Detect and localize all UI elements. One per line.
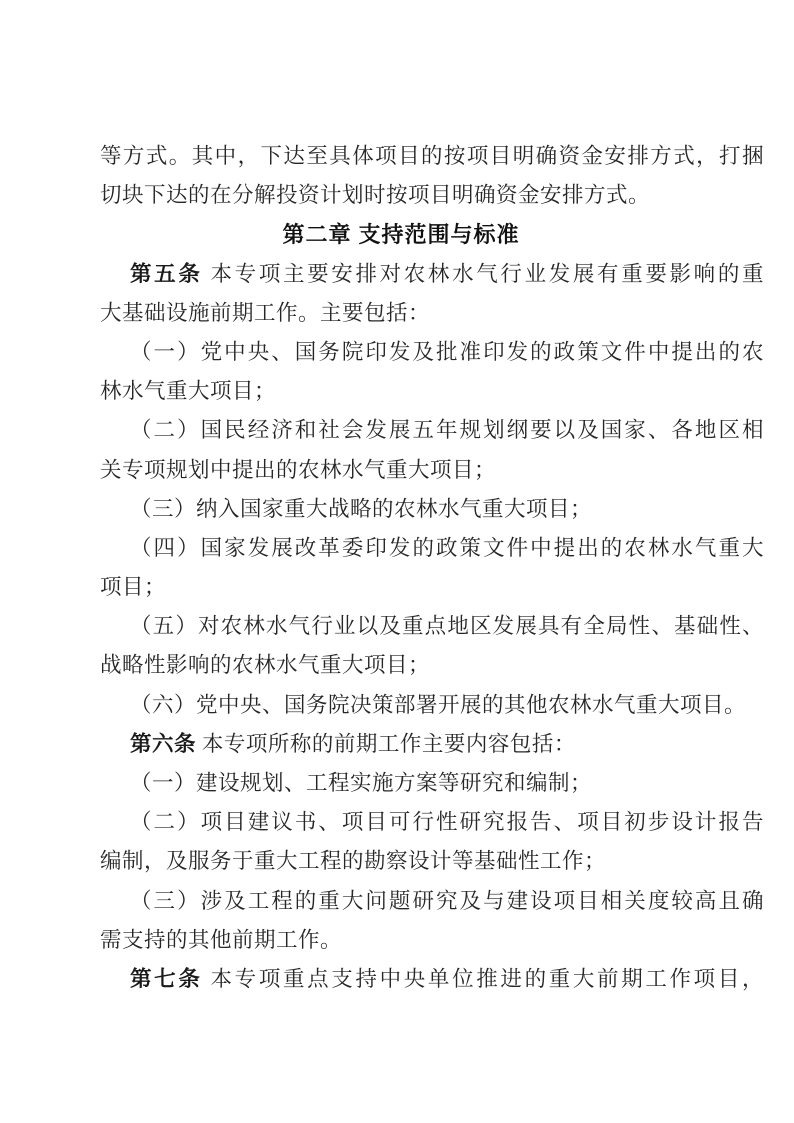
text-segment: 本专项主要安排对农林水气行业发展有重要影响的重	[202, 261, 764, 286]
article-number-bold: 第二章 支持范围与标准	[282, 222, 520, 248]
text-segment: （四）国家发展改革委印发的政策文件中提出的农林水气重大	[130, 535, 764, 560]
text-segment: 本专项所称的前期工作主要内容包括：	[196, 731, 576, 756]
text-line-18	[100, 803, 764, 842]
text-line-17	[100, 764, 764, 803]
text-line-7	[100, 372, 764, 411]
text-segment: （三）涉及工程的重大问题研究及与建设项目相关度较高且确	[130, 888, 764, 913]
text-segment: 等方式。其中，下达至具体项目的按项目明确资金安排方式，打捆	[100, 144, 764, 168]
text-segment: 关专项规划中提出的农林水气重大项目；	[100, 457, 497, 482]
text-line-6	[100, 333, 764, 372]
text-segment: 切块下达的在分解投资计划时按项目明确资金安排方式。	[100, 183, 651, 208]
text-segment: （五）对农林水气行业以及重点地区发展具有全局性、基础性、	[130, 614, 764, 639]
text-line-2	[100, 176, 764, 215]
text-segment: 编制，及服务于重大工程的勘察设计等基础性工作；	[100, 849, 607, 874]
text-segment: 需支持的其他前期工作。	[100, 927, 343, 952]
text-line-9	[100, 451, 764, 490]
text-line-11	[100, 529, 764, 568]
text-line-1	[100, 137, 764, 176]
text-line-12	[100, 568, 764, 607]
text-line-14	[100, 646, 764, 685]
text-line-19	[100, 842, 764, 881]
text-line-4	[100, 255, 764, 294]
chapter-heading	[100, 215, 702, 254]
text-segment: （二）项目建议书、项目可行性研究报告、项目初步设计报告	[130, 810, 764, 835]
text-line-10	[100, 490, 764, 529]
text-segment: （六）党中央、国务院决策部署开展的其他农林水气重大项目。	[130, 692, 747, 717]
text-segment: 大基础设施前期工作。主要包括：	[100, 300, 431, 325]
article-number-bold: 第七条	[130, 966, 203, 991]
article-number-bold: 第五条	[130, 261, 203, 286]
article-number-bold: 第六条	[130, 731, 197, 756]
text-line-13	[100, 607, 764, 646]
text-segment: 本专项重点支持中央单位推进的重大前期工作项目，	[202, 966, 764, 991]
text-line-5	[100, 294, 764, 333]
text-segment: （一）党中央、国务院印发及批准印发的政策文件中提出的农	[130, 339, 764, 364]
text-segment: 项目；	[100, 575, 167, 600]
text-segment: （三）纳入国家重大战略的农林水气重大项目；	[130, 496, 593, 521]
text-segment: （二）国民经济和社会发展五年规划纲要以及国家、各地区相	[130, 418, 764, 443]
text-segment: 战略性影响的农林水气重大项目；	[100, 653, 431, 678]
text-line-8	[100, 411, 764, 450]
text-line-21	[100, 921, 764, 960]
text-segment: 林水气重大项目；	[100, 379, 277, 404]
document-text-block	[100, 137, 764, 999]
text-line-22	[100, 960, 764, 999]
text-line-16	[100, 725, 764, 764]
text-line-15	[100, 686, 764, 725]
text-segment: （一）建设规划、工程实施方案等研究和编制；	[130, 771, 593, 795]
text-line-20	[100, 882, 764, 921]
